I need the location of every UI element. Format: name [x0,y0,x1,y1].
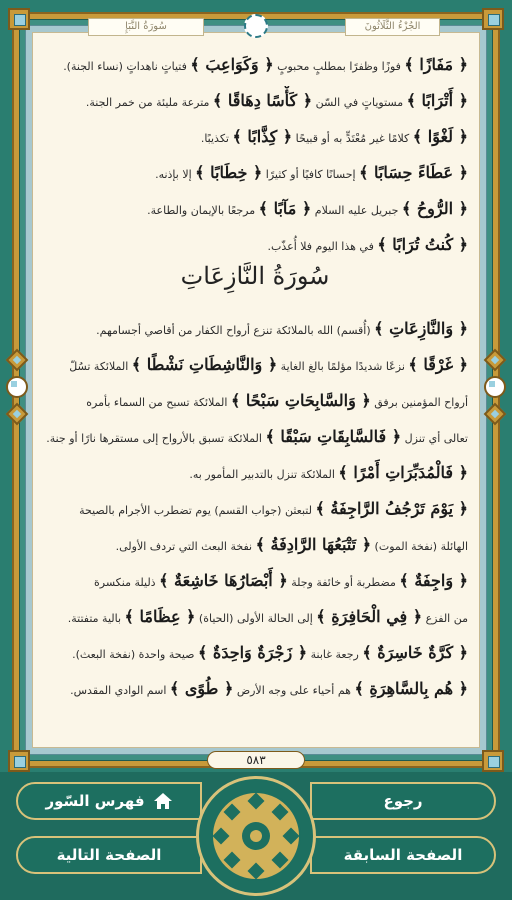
quran-word: ﴿ غَرْقًا ﴾ [408,355,468,374]
previous-page-label: الصفحة السابقة [343,846,463,864]
tafsir-explanation: مضطربة أو خائفة وجلة [287,576,400,589]
tafsir-explanation: كلامًا غير مُعْتَدٍّ به أو قبيحًا [292,132,413,145]
text-line [44,50,468,80]
quran-word: ﴿ فَالْمُدَبِّرَاتِ أَمْرًا ﴾ [338,463,468,482]
home-icon [153,792,173,810]
quran-word: ﴿ يَوْمَ تَرْجُفُ الرَّاجِفَةُ ﴾ [315,499,468,518]
star-medallion-icon [196,776,316,896]
tafsir-explanation: هم أحياء على وجه الأرض [233,684,355,697]
text-line [44,314,468,344]
tafsir-explanation: الهائلة (نفخة الموت) [371,540,468,553]
quran-word: ﴿ وَاجِفَةٌ ﴾ [399,571,468,590]
top-medallion-icon [244,14,268,38]
text-line [44,386,468,416]
tafsir-explanation: نفخة البعث التي تردف الأولى. [115,540,256,553]
tafsir-explanation: إلى الحالة الأولى (الحياة) [195,612,317,625]
quran-word: ﴿ زَجْرَةٌ وَاحِدَةٌ ﴾ [197,643,308,662]
tafsir-explanation: إلا بإذنه. [155,168,196,181]
text-line [44,122,468,152]
tafsir-explanation: صيحة واحدة (نفخة البعث). [72,648,198,661]
tafsir-explanation: مرجعًا بالإيمان والطاعة. [147,204,259,217]
tafsir-explanation: بالية متفتتة. [67,612,125,625]
corner-ornament-icon [8,750,30,772]
tafsir-explanation: الملائكة تسبح من السماء بأمره [86,396,231,409]
quran-word: ﴿ وَالنَّازِعَاتِ ﴾ [374,319,468,338]
quran-word: ﴿ لَغْوًا ﴾ [412,127,468,146]
text-line [44,458,468,488]
tafsir-explanation: مستوياتٍ في السّن [312,96,407,109]
tafsir-explanation: جبريل عليه السلام [311,204,402,217]
tafsir-explanation: ذليلة منكسرة [94,576,160,589]
side-ornament-icon [6,352,28,430]
tafsir-explanation: (أُقسم) الله بالملائكة تنزع أرواح الكفار من أقاصي أجسامهم. [96,324,375,337]
tafsir-explanation: إحسانًا كافيًا أو كثيرًا [262,168,360,181]
text-line [44,674,468,704]
corner-ornament-icon [8,8,30,30]
quran-word: ﴿ هُم بِالسَّاهِرَةِ ﴾ [354,679,468,698]
tafsir-explanation: الملائكة تسبق بالأرواح إلى مستقرها نارًا أو جنة. [46,432,266,445]
quran-word: ﴿ كِذَّابًا ﴾ [232,127,293,146]
quran-word: ﴿ مَفَازًا ﴾ [404,55,468,74]
tafsir-explanation: لتبعثن (جواب القسم) يوم تضطرب الأجرام بالصيحة [79,504,316,517]
back-label: رجوع [383,792,423,810]
text-line [44,230,468,260]
quran-word: ﴿ فِي الْحَافِرَةِ ﴾ [316,607,423,626]
tafsir-explanation: رجعة غابنة [307,648,363,661]
text-line [44,494,468,524]
quran-word: ﴿ أَبْصَارُهَا خَاشِعَةٌ ﴾ [159,571,288,590]
quran-word: ﴿ وَالسَّابِحَاتِ سَبْحًا ﴾ [230,391,371,410]
next-page-button[interactable] [16,836,202,874]
quran-word: ﴿ كَأْسًا دِهَاقًا ﴾ [212,91,313,110]
surah-name-header: سُورَةُ النَّبَإِ [88,18,204,36]
tafsir-explanation: فتياتٍ ناهداتٍ (نساء الجنة). [63,60,191,73]
tafsir-explanation: في هذا اليوم فلا أُعذّب. [267,240,378,253]
tafsir-explanation: فوزًا وظفرًا بمطلبٍ محبوبٍ [273,60,405,73]
tafsir-explanation: نزعًا شديدًا مؤلمًا بالغ الغاية [277,360,409,373]
quran-word: ﴿ أَتْرَابًا ﴾ [406,91,468,110]
bottom-nav [0,772,512,900]
text-line [44,158,468,188]
tafsir-explanation: أرواح المؤمنين برفق [370,396,468,409]
quran-word: ﴿ عِظَامًا ﴾ [124,607,196,626]
text-line [44,530,468,560]
tafsir-explanation: اسم الوادي المقدس. [70,684,170,697]
quran-word: ﴿ مَآبًا ﴾ [258,199,312,218]
text-line [44,638,468,668]
surah-index-label: فهرس السّور [45,792,145,810]
quran-word: ﴿ خِطَابًا ﴾ [195,163,263,182]
quran-word: ﴿ تَتْبَعُهَا الرَّادِفَةُ ﴾ [255,535,372,554]
quran-word: ﴿ وَالنَّاشِطَاتِ نَشْطًا ﴾ [131,355,278,374]
tafsir-text [44,50,468,750]
quran-word: ﴿ وَكَوَاعِبَ ﴾ [190,55,274,74]
text-line [44,602,468,632]
text-line [44,566,468,596]
medallion-pattern [209,789,303,883]
text-line [44,422,468,452]
quran-word: ﴿ كَرَّةٌ خَاسِرَةٌ ﴾ [362,643,468,662]
back-button[interactable] [310,782,496,820]
quran-word: ﴿ الرُّوحُ ﴾ [401,199,468,218]
quran-word: ﴿ فَالسَّابِقَاتِ سَبْقًا ﴾ [265,427,402,446]
previous-page-button[interactable] [310,836,496,874]
tafsir-explanation: الملائكة تسُلّ [69,360,132,373]
page-number: ٥٨٣ [207,751,305,769]
quran-word: ﴿ طُوًى ﴾ [169,679,234,698]
tafsir-explanation: تكذيبًا. [200,132,233,145]
tafsir-explanation: الملائكة تنزل بالتدبير المأمور به. [189,468,339,481]
next-page-label: الصفحة التالية [56,846,162,864]
text-line [44,194,468,224]
text-line [44,350,468,380]
text-line [44,86,468,116]
juz-header: الجُزْءُ الثَّلَاثُونَ [345,18,440,36]
quran-word: ﴿ كُنتُ تُرَابًا ﴾ [377,235,468,254]
tafsir-explanation: من الفزع [422,612,468,625]
quran-word: ﴿ عَطَاءً حِسَابًا ﴾ [359,163,468,182]
corner-ornament-icon [482,8,504,30]
corner-ornament-icon [482,750,504,772]
tafsir-explanation: مترعة مليئة من خمر الجنة. [85,96,213,109]
tafsir-explanation: تعالى أي تنزل [401,432,468,445]
surah-title: سُورَةُ النَّازِعَاتِ [180,262,330,290]
side-ornament-icon [484,352,506,430]
surah-index-button[interactable] [16,782,202,820]
